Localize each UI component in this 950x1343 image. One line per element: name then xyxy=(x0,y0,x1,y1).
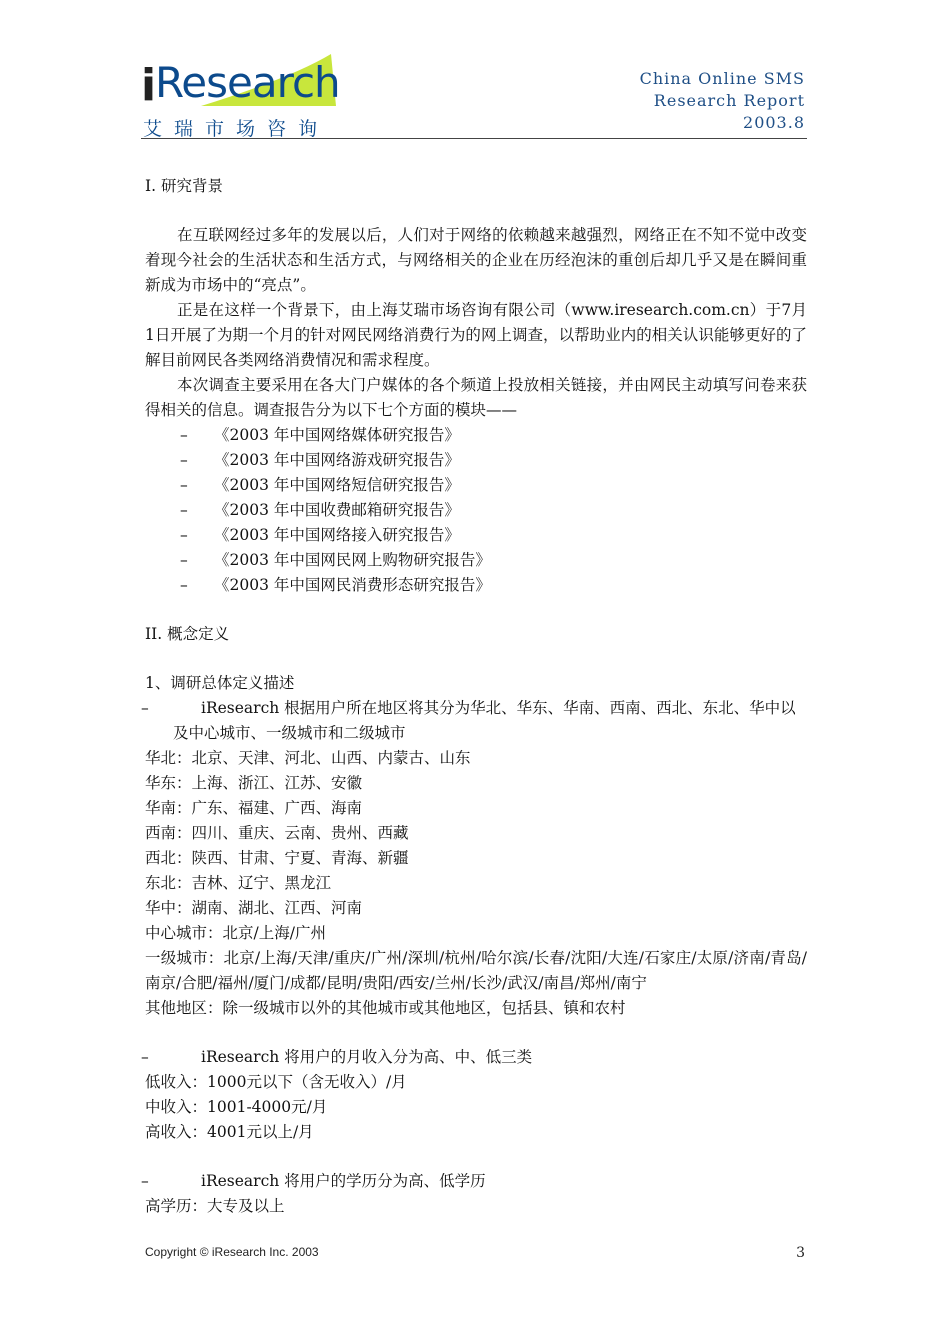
education-row: 高学历：大专及以上 xyxy=(145,1197,285,1215)
education-definition: – iResearch 将用户的学历分为高、低学历 xyxy=(141,1172,486,1190)
paragraph: 在互联网经过多年的发展以后，人们对于网络的依赖越来越强烈，网络正在不知不觉中改变着现今社会的生活状态和生活方式，与网络相关的企业在历经泡沫的重创后却几乎又是在瞬间重新成为市场中的“亮点”。 xyxy=(145,226,807,294)
region-row: 中心城市：北京/上海/广州 xyxy=(145,924,326,942)
copyright: Copyright © iResearch Inc. 2003 xyxy=(145,1245,319,1259)
region-row: 华南：广东、福建、广西、海南 xyxy=(145,799,363,817)
report-list-item: – 《2003 年中国网络接入研究报告》 xyxy=(180,526,460,544)
region-row: 东北：吉林、辽宁、黑龙江 xyxy=(145,874,332,892)
logo-i: i xyxy=(141,60,157,111)
header-line-2: Research Report xyxy=(653,91,805,110)
logo-wordmark: Research xyxy=(155,58,340,107)
report-list-item: – 《2003 年中国网络短信研究报告》 xyxy=(180,476,460,494)
iresearch-logo xyxy=(141,48,341,140)
section-title-background: I. 研究背景 xyxy=(145,177,223,195)
logo-chinese: 艾瑞市场咨询 xyxy=(143,118,330,140)
income-row: 高收入：4001元以上/月 xyxy=(145,1123,314,1141)
region-row: 华中：湖南、湖北、江西、河南 xyxy=(145,899,363,917)
other-area: 其他地区：除一级城市以外的其他城市或其他地区，包括县、镇和农村 xyxy=(145,999,626,1017)
report-list-item: – 《2003 年中国网民网上购物研究报告》 xyxy=(180,551,491,569)
report-list-item: – 《2003 年中国网民消费形态研究报告》 xyxy=(180,576,491,594)
paragraph: 本次调查主要采用在各大门户媒体的各个频道上投放相关链接，并由网民主动填写问卷来获得相关的信息。调查报告分为以下七个方面的模块—— xyxy=(145,376,807,419)
region-row: 西北：陕西、甘肃、宁夏、青海、新疆 xyxy=(145,849,409,867)
report-list-item: – 《2003 年中国网络游戏研究报告》 xyxy=(180,451,460,469)
page-number: 3 xyxy=(796,1245,805,1261)
document-body xyxy=(141,174,807,1219)
report-header xyxy=(640,68,805,134)
header-divider xyxy=(141,138,807,139)
region-definition: – iResearch 根据用户所在地区将其分为华北、华东、华南、西南、西北、东北、华中以及中心城市、一级城市和二级城市 xyxy=(141,699,796,742)
income-row: 低收入：1000元以下（含无收入）/月 xyxy=(145,1073,407,1091)
header-line-1: China Online SMS xyxy=(639,69,805,88)
income-definition: – iResearch 将用户的月收入分为高、中、低三类 xyxy=(141,1048,533,1066)
income-row: 中收入：1001-4000元/月 xyxy=(145,1098,328,1116)
region-row: 西南：四川、重庆、云南、贵州、西藏 xyxy=(145,824,409,842)
tier1-cities: 一级城市：北京/上海/天津/重庆/广州/深圳/杭州/哈尔滨/长春/沈阳/大连/石家庄/太原/济南/青岛/南京/合肥/福州/厦门/成都/昆明/贵阳/西安/兰州/长沙/武汉/南昌/郑州/南宁 xyxy=(145,949,807,992)
report-list-item: – 《2003 年中国收费邮箱研究报告》 xyxy=(180,501,460,519)
region-row: 华北：北京、天津、河北、山西、内蒙古、山东 xyxy=(145,749,471,767)
region-row: 华东：上海、浙江、江苏、安徽 xyxy=(145,774,363,792)
section-title-definitions: II. 概念定义 xyxy=(145,625,230,643)
subsection-title: 1、调研总体定义描述 xyxy=(145,674,295,692)
header-date: 2003.8 xyxy=(743,113,805,132)
paragraph: 正是在这样一个背景下，由上海艾瑞市场咨询有限公司（www.iresearch.com.cn）于7月1日开展了为期一个月的针对网民网络消费行为的网上调查，以帮助业内的相关认识能够更好的了解目前网民各类网络消费情况和需求程度。 xyxy=(145,301,807,369)
report-list-item: – 《2003 年中国网络媒体研究报告》 xyxy=(180,426,460,444)
